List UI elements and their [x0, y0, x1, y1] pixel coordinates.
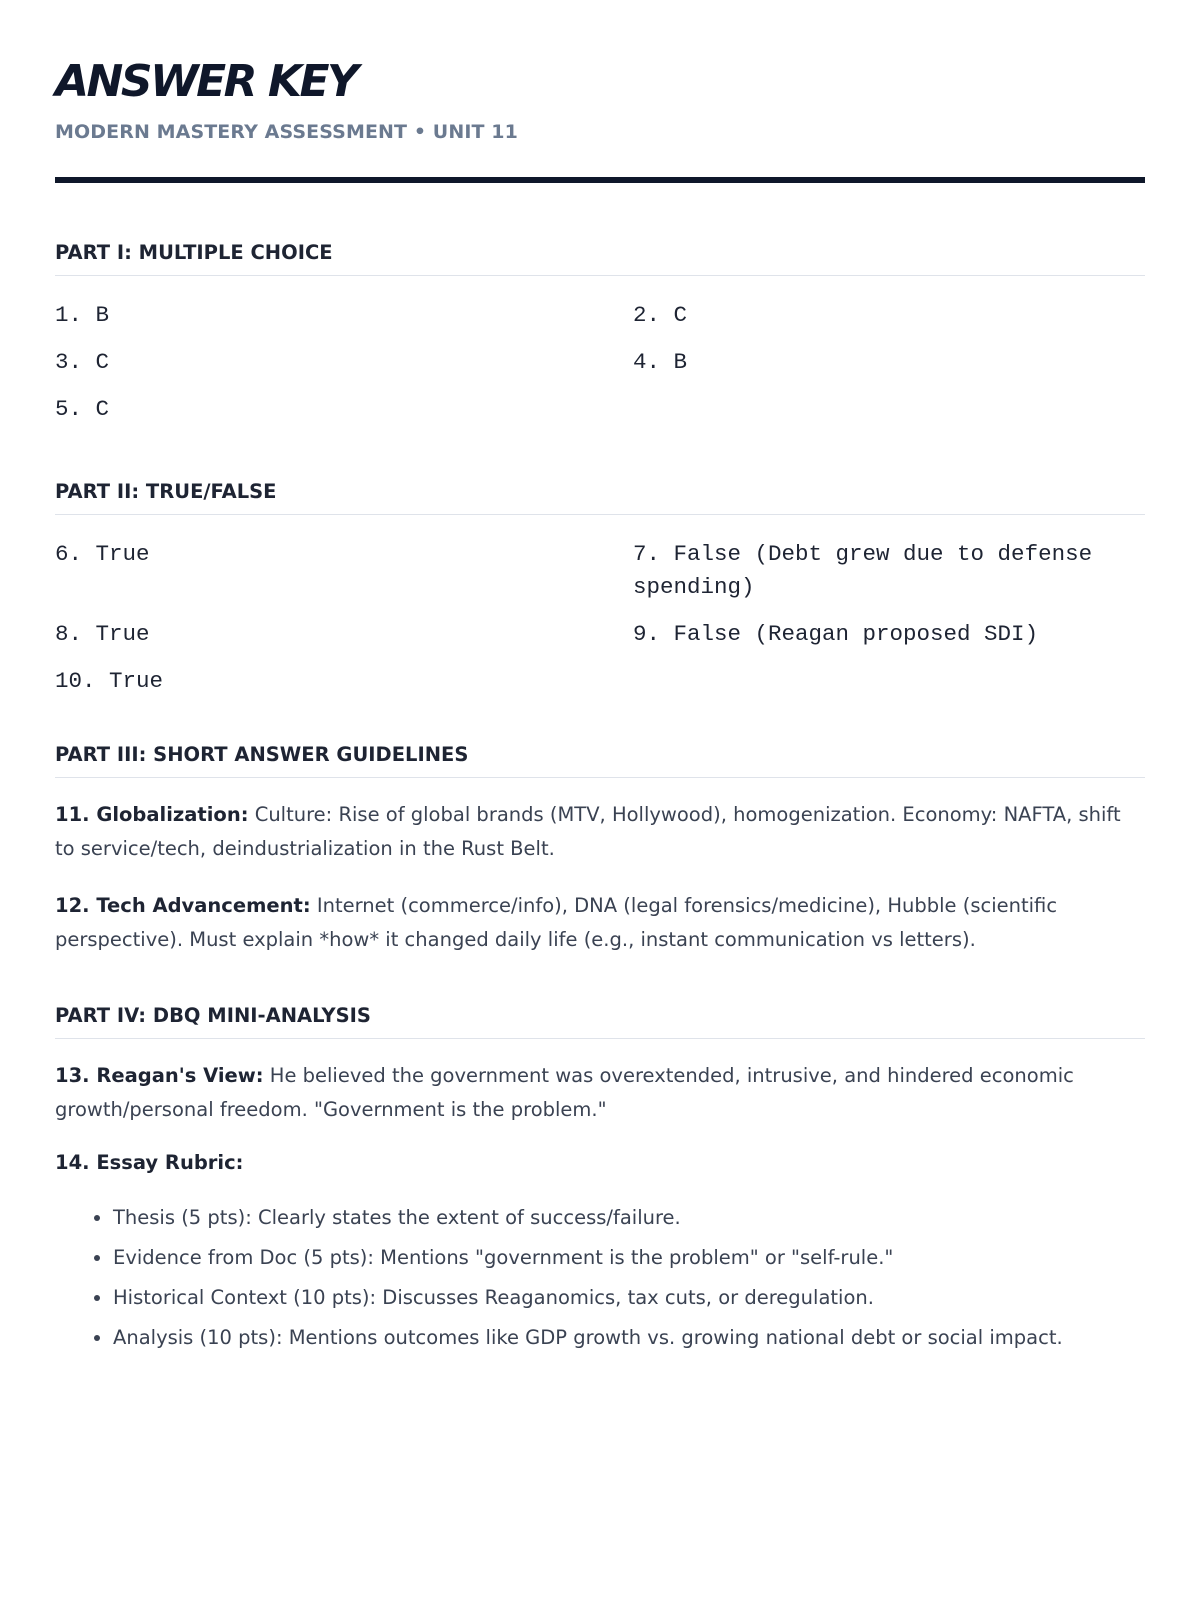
- answer-item: 3. C: [55, 349, 110, 376]
- answer-item: 4. B: [633, 349, 688, 376]
- short-answer-12: [55, 889, 1145, 957]
- essay-rubric-list: [55, 1198, 1145, 1358]
- rubric-item: • Historical Context (10 pts): Discusses Reaganomics, tax cuts, or deregulation.: [113, 1278, 1145, 1318]
- rubric-item: • Thesis (5 pts): Clearly states the extent of success/failure.: [113, 1198, 1145, 1238]
- dbq-13-text: He believed the government was overextended, intrusive, and hindered economic growth/personal freedom. "Government is the problem.": [55, 1064, 1074, 1122]
- part-3-heading: PART III: SHORT ANSWER GUIDELINES: [55, 743, 1145, 778]
- part-3-section: [55, 743, 1145, 957]
- rubric-item: • Analysis (10 pts): Mentions outcomes like GDP growth vs. growing national debt or social impact.: [113, 1318, 1145, 1358]
- page-title: ANSWER KEY: [55, 56, 357, 107]
- answer-item: 6. True: [55, 541, 150, 568]
- short-answer-11: [55, 798, 1145, 866]
- essay-rubric-label: 14. Essay Rubric:: [55, 1151, 244, 1175]
- dbq-13: [55, 1059, 1145, 1127]
- dbq-13-label: 13. Reagan's View:: [55, 1064, 264, 1088]
- part-1-section: [55, 241, 1145, 426]
- answer-item: 2. C: [633, 302, 688, 329]
- short-answer-11-label: 11. Globalization:: [55, 803, 249, 827]
- part-2-heading: PART II: TRUE/FALSE: [55, 480, 1145, 515]
- short-answer-12-label: 12. Tech Advancement:: [55, 894, 311, 918]
- part-4-section: [55, 1004, 1145, 1358]
- page-subtitle: MODERN MASTERY ASSESSMENT • UNIT 11: [55, 121, 518, 144]
- answer-item: 7. False (Debt grew due to defense spending): [633, 541, 1106, 601]
- answer-item: 8. True: [55, 621, 150, 648]
- answer-item: 10. True: [55, 668, 164, 695]
- short-answer-12-text: Internet (commerce/info), DNA (legal forensics/medicine), Hubble (scientific perspective). Must explain *how* it changed daily life (e.g., instant communication vs letters).: [55, 894, 1058, 952]
- answer-item: 1. B: [55, 302, 110, 329]
- part-1-heading: PART I: MULTIPLE CHOICE: [55, 241, 1145, 276]
- answer-item: 5. C: [55, 396, 110, 423]
- answer-item: 9. False (Reagan proposed SDI): [633, 621, 1039, 648]
- part-2-answers: [55, 538, 1145, 698]
- part-4-heading: PART IV: DBQ MINI-ANALYSIS: [55, 1004, 1145, 1039]
- part-2-section: [55, 480, 1145, 698]
- part-1-answers: [55, 299, 1145, 426]
- short-answer-11-text: Culture: Rise of global brands (MTV, Hollywood), homogenization. Economy: NAFTA, shift to service/tech, deindustrialization in the Rust Belt.: [55, 803, 1121, 861]
- header-divider: [55, 177, 1145, 183]
- rubric-item: • Evidence from Doc (5 pts): Mentions "government is the problem" or "self-rule.": [113, 1238, 1145, 1278]
